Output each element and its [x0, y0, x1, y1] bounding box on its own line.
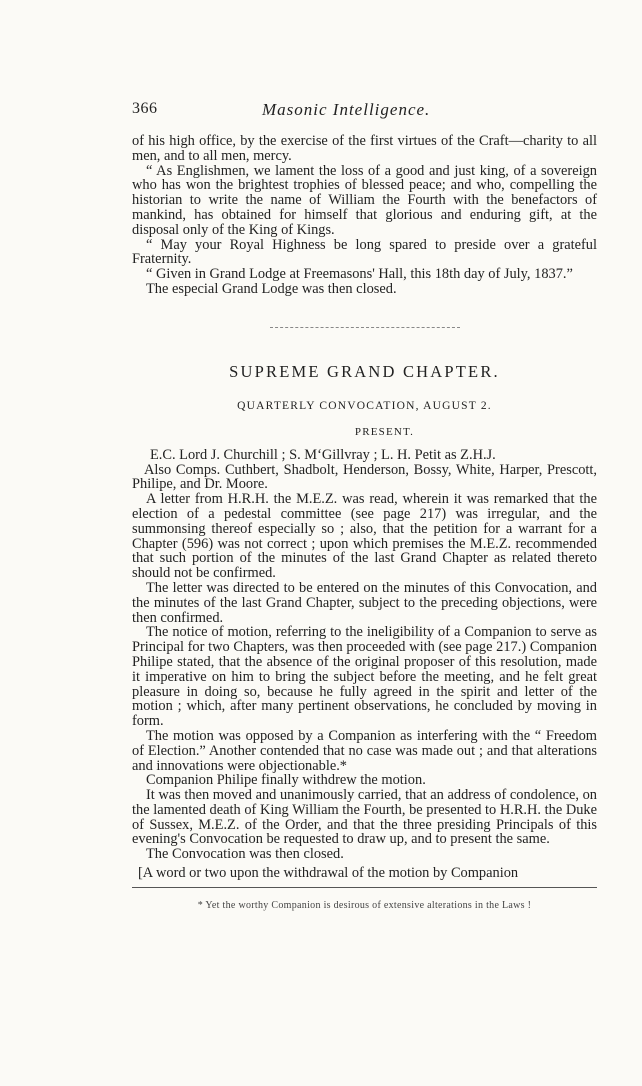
editorial-note: [A word or two upon the withdrawal of the motion by Companion: [138, 865, 519, 882]
present-label: PRESENT.: [354, 425, 415, 438]
chapter-paragraph: A letter from H.R.H. the M.E.Z. was read, wherein it was remarked that the election of a pedestal committee (see page 217) was irregular, and the summonsing thereof especially so ; also, that the petition for a warrant for a Chapter (596) was not correct ; upon which premises the M.E.Z. recommended that such portion of the minutes of the last Grand Chapter as related thereto should not be confirmed.: [132, 491, 597, 582]
chapter-paragraph: The letter was directed to be entered on the minutes of this Convocation, and the minutes of the last Grand Chapter, subject to the preceding objections, were then confirmed.: [132, 579, 597, 626]
section-divider: [270, 327, 460, 328]
convocation-subheading: QUARTERLY CONVOCATION, AUGUST 2.: [237, 399, 492, 412]
chapter-heading: SUPREME GRAND CHAPTER.: [229, 361, 500, 381]
address-paragraph: “ As Englishmen, we lament the loss of a good and just king, of a sovereign who has won the brightest trophies of blessed peace; and who, compelling the historian to write the name of William the Fourth with the benefactors of mankind, has obtained for himself that glorious and enduring gift, at the disposal only of the King of Kings.: [132, 162, 597, 238]
chapter-paragraph: The motion was opposed by a Companion as interfering with the “ Freedom of Election.” Another contended that no case was made out ; and that alterations and innovations were objectionable.*: [132, 727, 597, 774]
running-head: [132, 100, 597, 126]
page-number: 366: [132, 100, 158, 117]
book-page: [132, 100, 597, 911]
footnote: * Yet the worthy Companion is desirous of extensive alterations in the Laws !: [197, 899, 532, 911]
footnote-rule: [132, 887, 597, 888]
attendance-companions: Also Comps. Cuthbert, Shadbolt, Henderson, Bossy, White, Harper, Prescott, Philipe, and Dr. Moore.: [132, 461, 597, 493]
chapter-paragraph: It was then moved and unanimously carried, that an address of condolence, on the lamented death of King William the Fourth, be presented to H.R.H. the Duke of Sussex, M.E.Z. of the Order, and that the three presiding Principals of this evening's Convocation be requested to draw up, and to present the same.: [132, 787, 597, 848]
lodge-closed-paragraph: The especial Grand Lodge was then closed.: [146, 280, 397, 297]
chapter-paragraph: The notice of motion, referring to the ineligibility of a Companion to serve as Principal for two Chapters, was then proceeded with (see page 217.) Companion Philipe stated, that the absence of the original proposer of this resolution, made it imperative on him to bring the subject before the meeting, and he felt great pleasure in doing so, because he fully agreed in the spirit and letter of the motion ; which, after many pertinent observations, he concluded by moving in form.: [132, 624, 597, 730]
address-date-paragraph: “ Given in Grand Lodge at Freemasons' Hall, this 18th day of July, 1837.”: [146, 266, 573, 283]
grand-lodge-section: [132, 134, 597, 297]
attendance-officers: E.C. Lord J. Churchill ; S. M‘Gillvray ; L. H. Petit as Z.H.J.: [150, 446, 496, 463]
continued-paragraph: of his high office, by the exercise of the first virtues of the Craft—charity to all men, and to all men, mercy.: [132, 133, 597, 164]
running-title: Masonic Intelligence.: [262, 100, 431, 119]
chapter-paragraph: Companion Philipe finally withdrew the motion.: [146, 772, 426, 789]
address-paragraph: “ May your Royal Highness be long spared to preside over a grateful Fraternity.: [132, 236, 597, 268]
chapter-closed-paragraph: The Convocation was then closed.: [146, 846, 344, 863]
